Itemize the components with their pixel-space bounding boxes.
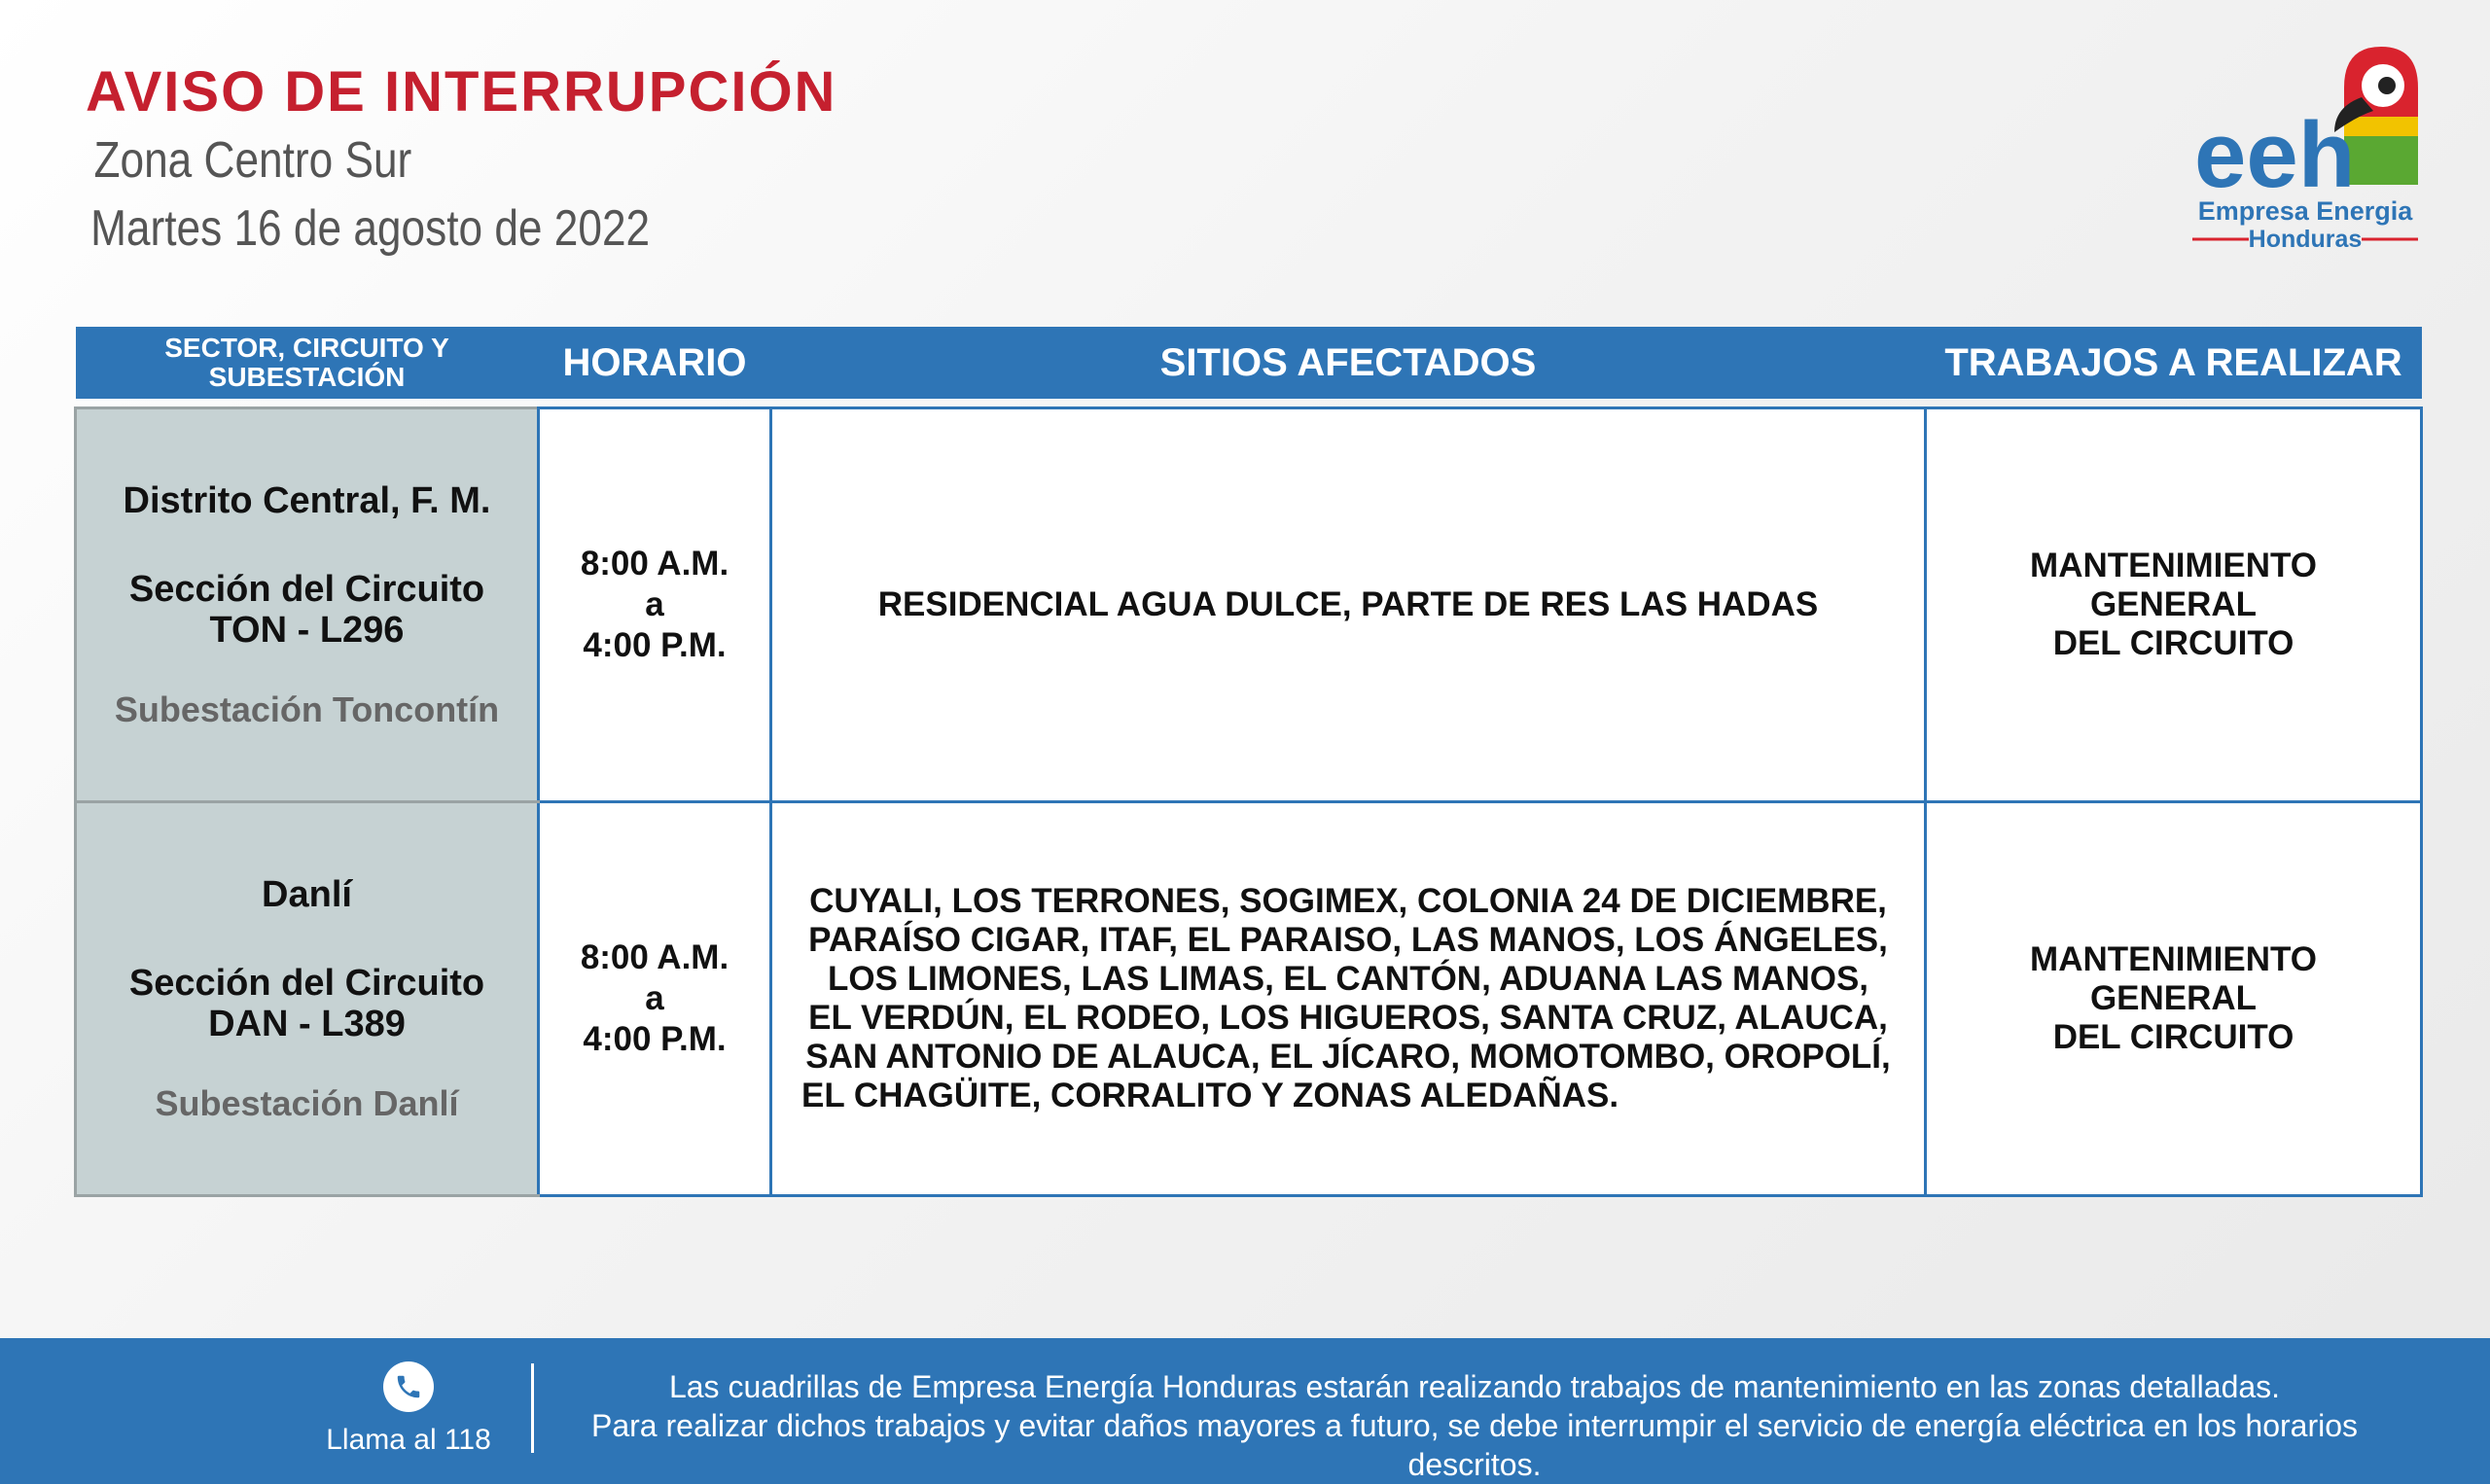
work-line2: DEL CIRCUITO xyxy=(2052,624,2294,662)
call-block xyxy=(321,1361,496,1457)
footer-bar xyxy=(0,1338,2490,1484)
work-cell xyxy=(1926,408,2422,802)
footer-message-line1: Las cuadrillas de Empresa Energía Honduras estarán realizando trabajos de mantenimiento en las zonas detalladas. xyxy=(668,1369,2281,1404)
table-header-row xyxy=(76,327,2422,399)
substation-name: Subestación Toncontín xyxy=(114,689,500,729)
notice-date: Martes 16 de agosto de 2022 xyxy=(90,200,651,257)
schedule-cell xyxy=(539,802,771,1196)
sector-cell xyxy=(76,408,539,802)
sector-cell xyxy=(76,802,539,1196)
header-sector: SECTOR, CIRCUITO Y SUBESTACIÓN xyxy=(76,327,539,399)
header-work: TRABAJOS A REALIZAR xyxy=(1926,327,2422,399)
circuit-label xyxy=(106,569,508,651)
work-line1: MANTENIMIENTO GENERAL xyxy=(2030,940,2317,1017)
substation-name: Subestación Danlí xyxy=(155,1082,459,1123)
table-row xyxy=(76,408,2422,802)
logo-wordmark: eeh xyxy=(2194,103,2356,207)
schedule-end: 4:00 P.M. xyxy=(583,1020,727,1058)
table-row xyxy=(76,802,2422,1196)
circuit-line2: DAN - L389 xyxy=(208,1003,406,1044)
sites-cell: RESIDENCIAL AGUA DULCE, PARTE DE RES LAS HADAS xyxy=(771,408,1926,802)
circuit-line1: Sección del Circuito xyxy=(128,568,485,610)
work-line2: DEL CIRCUITO xyxy=(2052,1018,2294,1056)
header-schedule: HORARIO xyxy=(539,327,771,399)
page-title: AVISO DE INTERRUPCIÓN xyxy=(86,60,837,124)
sector-name: Distrito Central, F. M. xyxy=(123,479,491,521)
parrot-logo-icon xyxy=(2188,39,2422,253)
schedule-start: 8:00 A.M. a xyxy=(580,545,729,623)
logo-name-line1: Empresa Energia xyxy=(2197,196,2413,226)
header-sites: SITIOS AFECTADOS xyxy=(771,327,1926,399)
circuit-label xyxy=(106,963,508,1044)
work-line1: MANTENIMIENTO GENERAL xyxy=(2030,547,2317,623)
circuit-line1: Sección del Circuito xyxy=(128,962,485,1004)
footer-message xyxy=(551,1367,2399,1484)
footer-divider xyxy=(531,1363,534,1453)
logo-name-line2: Honduras xyxy=(2248,226,2363,253)
phone-icon xyxy=(383,1361,434,1412)
schedule-start: 8:00 A.M. a xyxy=(580,938,729,1017)
interruption-table xyxy=(74,327,2423,1197)
circuit-line2: TON - L296 xyxy=(209,609,405,651)
header xyxy=(86,58,836,263)
footer-message-line2: Para realizar dichos trabajos y evitar daños mayores a futuro, se debe interrumpir el servicio de energía eléctrica en los horarios descritos. xyxy=(591,1408,2358,1482)
schedule-end: 4:00 P.M. xyxy=(583,626,727,664)
sites-cell: CUYALI, LOS TERRONES, SOGIMEX, COLONIA 24 DE DICIEMBRE, PARAÍSO CIGAR, ITAF, EL PARAISO, LAS MANOS, LOS ÁNGELES, LOS LIMONES, LAS LIMAS, EL CANTÓN, ADUANA LAS MANOS, EL VERDÚN, EL RODEO, LOS HIGUEROS, SANTA CRUZ, ALAUCA, SAN ANTONIO DE ALAUCA, EL JÍCARO, MOMOTOMBO, OROPOLÍ, EL CHAGÜITE, CORRALITO Y ZONAS ALEDAÑAS. xyxy=(771,802,1926,1196)
sector-name: Danlí xyxy=(262,873,352,915)
zone-subtitle: Zona Centro Sur xyxy=(93,132,412,189)
eeh-logo xyxy=(2188,39,2422,253)
call-text: Llama al 118 xyxy=(326,1424,491,1456)
schedule-cell xyxy=(539,408,771,802)
work-cell xyxy=(1926,802,2422,1196)
